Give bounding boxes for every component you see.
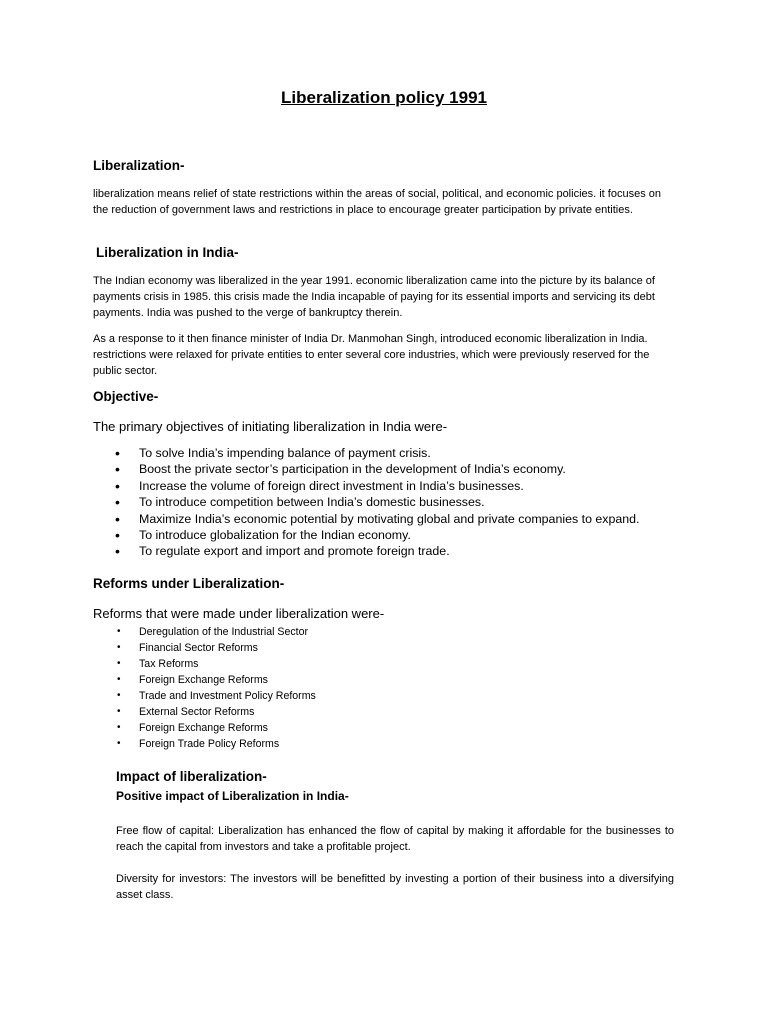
reforms-lead: Reforms that were made under liberalization were- — [93, 606, 385, 621]
list-item: • Deregulation of the Industrial Sector — [115, 624, 316, 640]
heading-reforms: Reforms under Liberalization- — [93, 576, 285, 591]
subheading-positive-impact: Positive impact of Liberalization in India- — [116, 789, 349, 803]
paragraph-liberalization-definition: liberalization means relief of state restrictions within the areas of social, political, and economic policies. it focuses on the reduction of government laws and restrictions in place to encourage greater participation by private entities. — [93, 188, 661, 216]
list-item: • To introduce competition between India’s domestic businesses. — [115, 494, 640, 510]
list-item: • Foreign Exchange Reforms — [115, 720, 316, 736]
list-item: • Foreign Trade Policy Reforms — [115, 736, 316, 752]
heading-liberalization-in-india: Liberalization in India- — [96, 245, 239, 260]
reforms-list — [115, 624, 316, 752]
paragraph-diversity-for-investors: Diversity for investors: The investors will be benefitted by investing a portion of their business into a diversifying asset class. — [116, 873, 674, 901]
heading-objective: Objective- — [93, 389, 159, 404]
heading-liberalization: Liberalization- — [93, 158, 185, 173]
list-item: • To regulate export and import and promote foreign trade. — [115, 543, 640, 559]
list-item: • To solve India’s impending balance of payment crisis. — [115, 445, 640, 461]
list-item: • Trade and Investment Policy Reforms — [115, 688, 316, 704]
objective-list — [115, 445, 640, 560]
list-item: • Maximize India’s economic potential by motivating global and private companies to expand. — [115, 511, 640, 527]
list-item: • Tax Reforms — [115, 656, 316, 672]
list-item: • Boost the private sector’s participation in the development of India’s economy. — [115, 461, 640, 477]
list-item: • External Sector Reforms — [115, 704, 316, 720]
heading-impact: Impact of liberalization- — [116, 769, 267, 784]
list-item: • Financial Sector Reforms — [115, 640, 316, 656]
objective-lead: The primary objectives of initiating liberalization in India were- — [93, 419, 448, 434]
document-title: Liberalization policy 1991 — [281, 88, 487, 107]
paragraph-india-1: The Indian economy was liberalized in the year 1991. economic liberalization came into the picture by its balance of payments crisis in 1985. this crisis made the India incapable of paying for its essential imports and servicing its debt payments. India was pushed to the verge of bankruptcy therein. — [93, 275, 655, 319]
list-item: • Foreign Exchange Reforms — [115, 672, 316, 688]
list-item: • To introduce globalization for the Indian economy. — [115, 527, 640, 543]
paragraph-india-2: As a response to it then finance minister of India Dr. Manmohan Singh, introduced economic liberalization in India. restrictions were relaxed for private entities to enter several core industries, which were previously reserved for the public sector. — [93, 333, 650, 377]
paragraph-free-flow-of-capital: Free flow of capital: Liberalization has enhanced the flow of capital by making it affordable for the businesses to reach the capital from investors and take a profitable project. — [116, 825, 674, 853]
list-item: • Increase the volume of foreign direct investment in India’s businesses. — [115, 478, 640, 494]
